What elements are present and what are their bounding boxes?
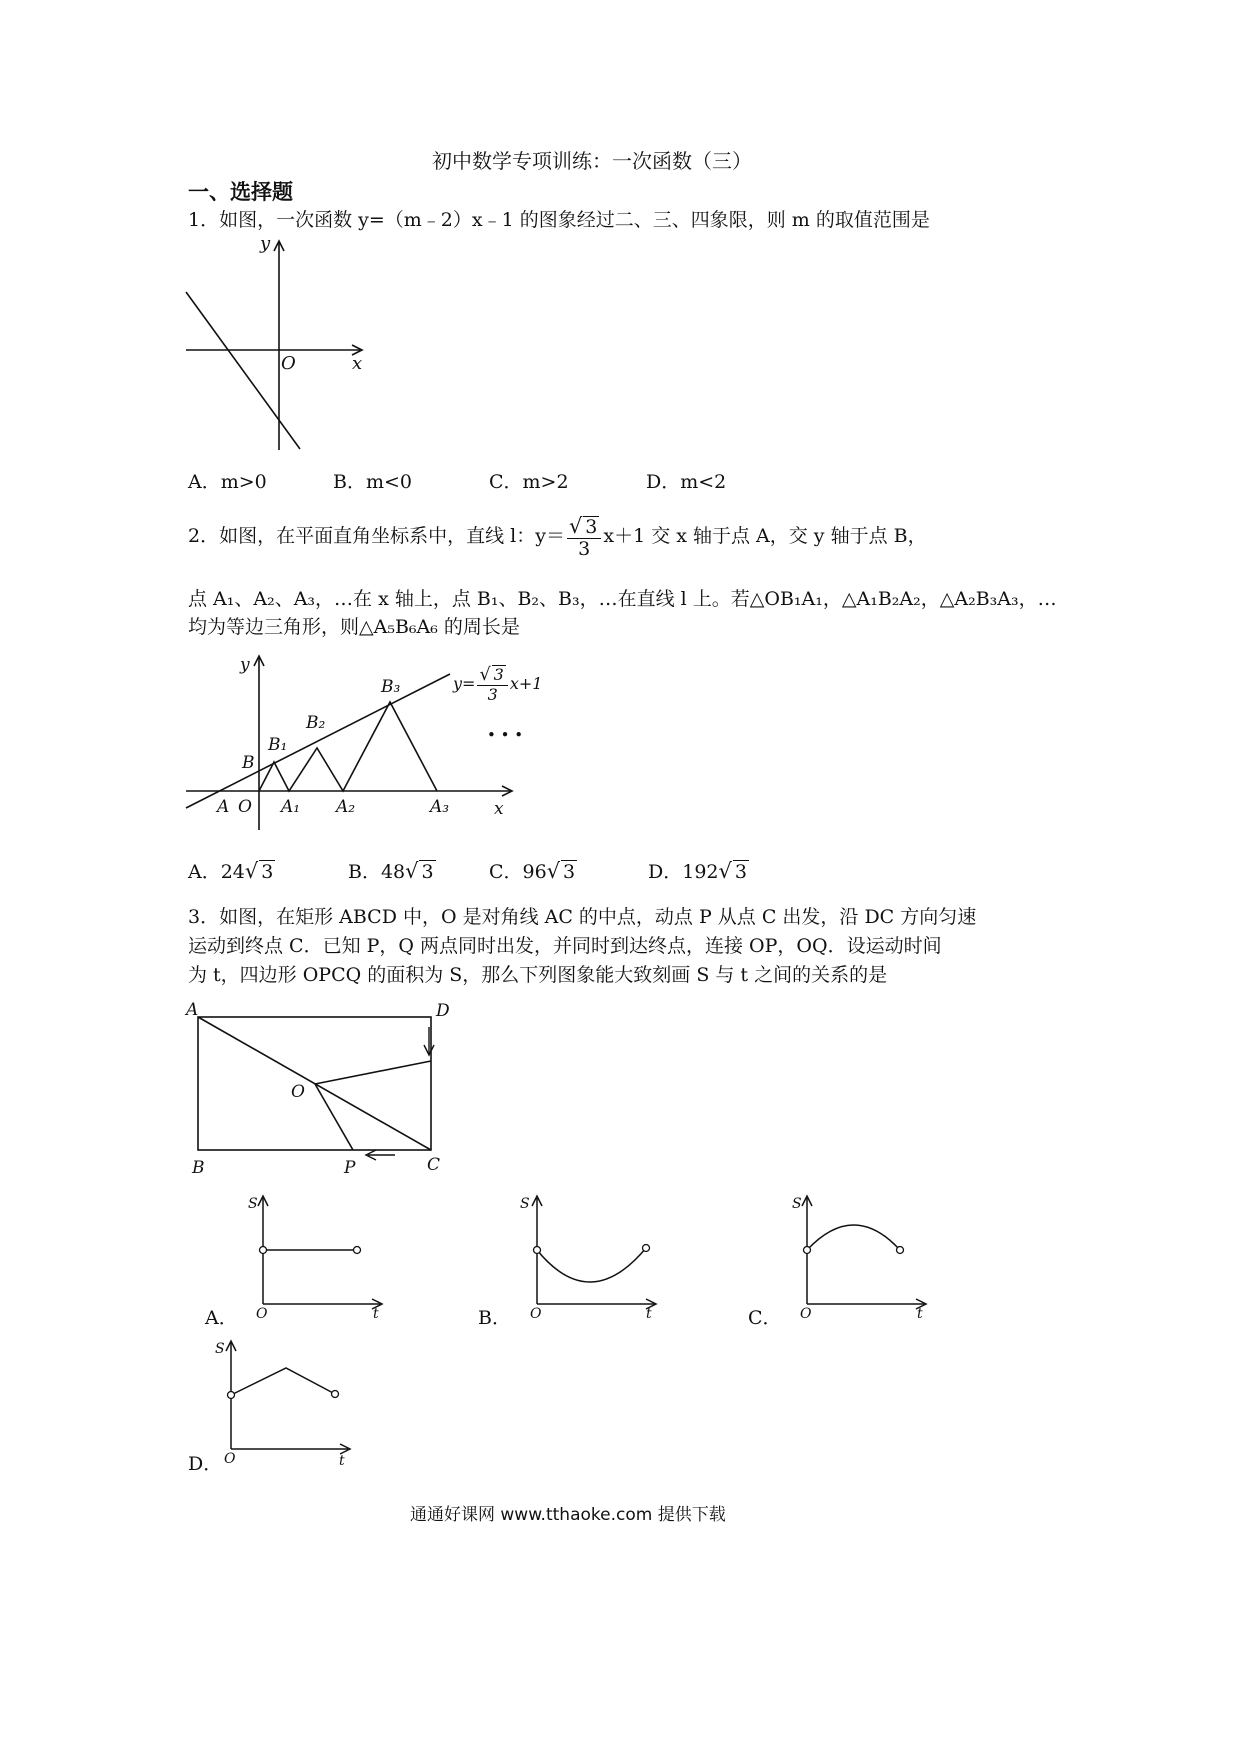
question-2-line-1 bbox=[188, 508, 927, 564]
q3-option-c: C． bbox=[748, 1307, 782, 1329]
sqrt-icon: √ bbox=[718, 859, 732, 883]
q2-option-b-value: B．48 bbox=[348, 861, 406, 883]
question-1-text: 1．如图，一次函数 y=（m﹣2）x﹣1 的图象经过二、三、四象限，则 m 的取值范围是 bbox=[188, 209, 930, 231]
q2-option-d bbox=[648, 857, 749, 884]
q2-option-c-value: C．96 bbox=[489, 861, 547, 883]
q3-graph-d-o-label: O bbox=[224, 1451, 236, 1467]
sqrt-icon: √ bbox=[244, 859, 259, 883]
q2-line1-suffix: x＋1 交 x 轴于点 A，交 y 轴于点 B， bbox=[603, 525, 927, 547]
q2-y-label: y bbox=[240, 655, 250, 675]
q3-graph-c bbox=[784, 1190, 934, 1320]
q2-option-c-radicand: 3 bbox=[563, 861, 576, 883]
q3-graph-c-o-label: O bbox=[800, 1306, 812, 1322]
q1-option-a: A．m>0 bbox=[188, 471, 267, 493]
q3-graph-d-t-label: t bbox=[339, 1453, 345, 1469]
sqrt-icon: √ bbox=[405, 859, 419, 883]
q2-figure-equation bbox=[453, 665, 542, 704]
question-2-line-2: 点 A₁、A₂、A₃，…在 x 轴上，点 B₁、B₂、B₃，…在直线 l 上。若△OB₁A₁，△A₁B₂A₂，△A₂B₃A₃，… bbox=[188, 588, 1057, 610]
q3-o-label: O bbox=[291, 1082, 305, 1102]
q3-graph-a-o-label: O bbox=[256, 1306, 268, 1322]
question-3-line-1: 3．如图，在矩形 ABCD 中，O 是对角线 AC 的中点，动点 P 从点 C 出发，沿 DC 方向匀速 bbox=[188, 906, 977, 928]
q3-graph-a-s-label: S bbox=[248, 1196, 258, 1212]
q2-line1-fraction bbox=[567, 515, 601, 560]
q2-a-label: A bbox=[217, 797, 230, 817]
q2-b2-label: B₂ bbox=[306, 713, 326, 733]
q3-graph-b-s-label: S bbox=[520, 1196, 530, 1212]
q2-a2-label: A₂ bbox=[336, 797, 356, 817]
sqrt-icon: √ bbox=[479, 665, 491, 685]
q2-option-a-radicand: 3 bbox=[261, 861, 274, 883]
q2-option-d-value: D．192 bbox=[648, 861, 719, 883]
q2-b1-label: B₁ bbox=[268, 735, 288, 755]
q3-option-b: B． bbox=[478, 1307, 511, 1329]
q2-eq-suffix: x+1 bbox=[509, 673, 543, 693]
q2-a1-label: A₁ bbox=[281, 797, 301, 817]
q3-c-label: C bbox=[427, 1155, 441, 1175]
q2-b3-label: B₃ bbox=[381, 677, 401, 697]
q2-option-c bbox=[489, 857, 577, 884]
q2-option-b bbox=[348, 857, 436, 884]
q3-graph-c-s-label: S bbox=[792, 1196, 802, 1212]
question-3-line-3: 为 t，四边形 OPCQ 的面积为 S，那么下列图象能大致刻画 S 与 t 之间的关系的是 bbox=[188, 964, 888, 986]
sqrt-icon: √ bbox=[568, 513, 583, 538]
q3-option-a: A． bbox=[205, 1307, 238, 1329]
q3-d-label: D bbox=[436, 1001, 450, 1021]
q3-graph-b bbox=[514, 1190, 664, 1320]
q3-b-label: B bbox=[192, 1158, 205, 1178]
q2-option-a bbox=[188, 857, 275, 884]
q3-graph-a bbox=[240, 1190, 390, 1320]
q1-option-b: B．m<0 bbox=[333, 471, 412, 493]
question-1-figure bbox=[180, 235, 380, 455]
q2-eq-prefix: y= bbox=[453, 673, 476, 693]
q2-x-label: x bbox=[494, 799, 504, 819]
q2-b-label: B bbox=[242, 753, 255, 773]
sqrt-icon: √ bbox=[546, 859, 561, 883]
q3-graph-d-s-label: S bbox=[215, 1341, 225, 1357]
q1-x-label: x bbox=[352, 353, 363, 374]
q3-graph-c-t-label: t bbox=[917, 1306, 923, 1322]
q2-eq-fraction bbox=[477, 665, 507, 704]
q2-option-d-radicand: 3 bbox=[734, 861, 747, 883]
q2-option-a-value: A．24 bbox=[188, 861, 245, 883]
question-3-rectangle-figure bbox=[180, 995, 470, 1185]
page-title: 初中数学专项训练：一次函数（三） bbox=[432, 149, 752, 173]
q2-option-b-radicand: 3 bbox=[421, 861, 434, 883]
q2-eq-num: 3 bbox=[493, 665, 504, 684]
q3-graph-d bbox=[208, 1335, 358, 1469]
q2-origin-label: O bbox=[238, 797, 252, 817]
q2-line1-frac-den: 3 bbox=[578, 537, 591, 560]
section-heading: 一、选择题 bbox=[188, 180, 293, 204]
q2-line1-prefix: 2．如图，在平面直角坐标系中，直线 l：y＝ bbox=[188, 525, 565, 547]
question-3-line-2: 运动到终点 C．已知 P，Q 两点同时出发，并同时到达终点，连接 OP，OQ．设运动时间 bbox=[188, 935, 942, 957]
q3-a-label: A bbox=[186, 1000, 199, 1020]
q1-y-label: y bbox=[260, 233, 271, 254]
q3-option-d: D． bbox=[188, 1453, 223, 1475]
q2-eq-den: 3 bbox=[487, 685, 498, 705]
q1-origin-label: O bbox=[281, 353, 296, 374]
question-2-line-3: 均为等边三角形，则△A₅B₆A₆ 的周长是 bbox=[188, 616, 520, 638]
q2-dots: • • • bbox=[487, 726, 524, 744]
q3-graph-b-t-label: t bbox=[646, 1306, 652, 1322]
q3-graph-b-o-label: O bbox=[530, 1306, 542, 1322]
page-footer: 通通好课网 www.tthaoke.com 提供下载 bbox=[410, 1505, 726, 1525]
q2-a3-label: A₃ bbox=[430, 797, 450, 817]
q3-graph-a-t-label: t bbox=[373, 1306, 379, 1322]
q1-option-c: C．m>2 bbox=[489, 471, 569, 493]
q1-option-d: D．m<2 bbox=[646, 471, 727, 493]
q3-p-label: P bbox=[344, 1158, 356, 1178]
q2-line1-frac-num: 3 bbox=[585, 515, 598, 538]
